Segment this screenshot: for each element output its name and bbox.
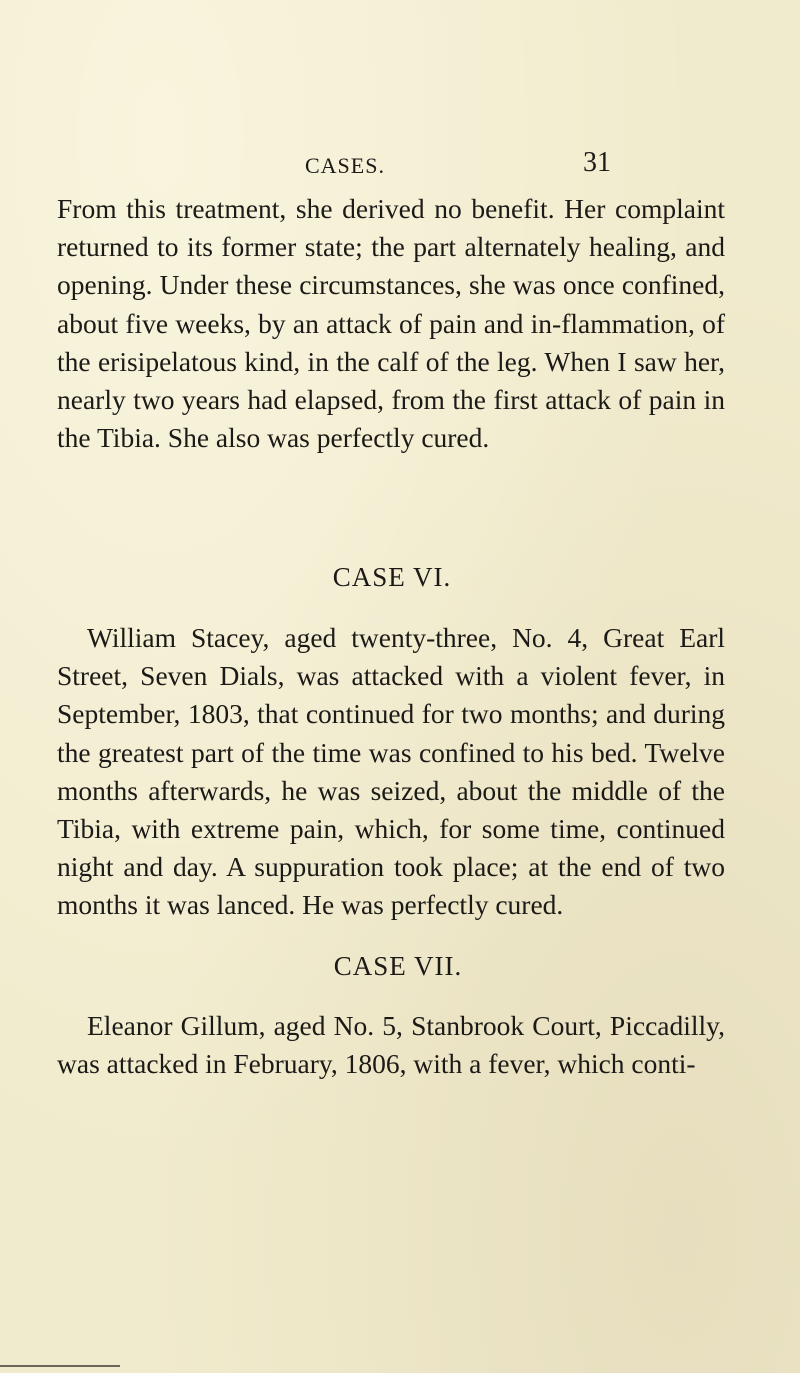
case-heading-vi: CASE VI.: [332, 562, 452, 592]
paragraph-eleanor-gillum: Eleanor Gillum, aged No. 5, Stanbrook Court, Piccadilly, was attacked in February, 1806, with a fever, which conti-: [57, 1010, 725, 1080]
page-header: [0, 147, 800, 183]
text-block-2: [57, 619, 725, 925]
page-number: 31: [583, 147, 611, 178]
running-head: CASES.: [305, 153, 385, 178]
text-block-1: [57, 190, 725, 457]
case-heading-vii: CASE VII.: [333, 951, 463, 981]
text-block-3: [57, 1007, 725, 1083]
paragraph-william-stacey: William Stacey, aged twenty-three, No. 4, Great Earl Street, Seven Dials, was attacked with a violent fever, in September, 1803, that continued for two months; and during the greatest part of the time was confined to his bed. Twelve months afterwards, he was seized, about the middle of the Tibia, with extreme pain, which, for some time, continued night and day. A suppuration took place; at the end of two months it was lanced. He was perfectly cured.: [57, 622, 725, 921]
page-edge-shadow: [0, 1365, 120, 1367]
paragraph-from-this-treatment: From this treatment, she derived no benefit. Her complaint returned to its former state; the part alternately healing, and opening. Under these circumstances, she was once confined, about five weeks, by an attack of pain and in-flammation, of the erisipelatous kind, in the calf of the leg. When I saw her, nearly two years had elapsed, from the first attack of pain in the Tibia. She also was perfectly cured.: [57, 193, 725, 454]
